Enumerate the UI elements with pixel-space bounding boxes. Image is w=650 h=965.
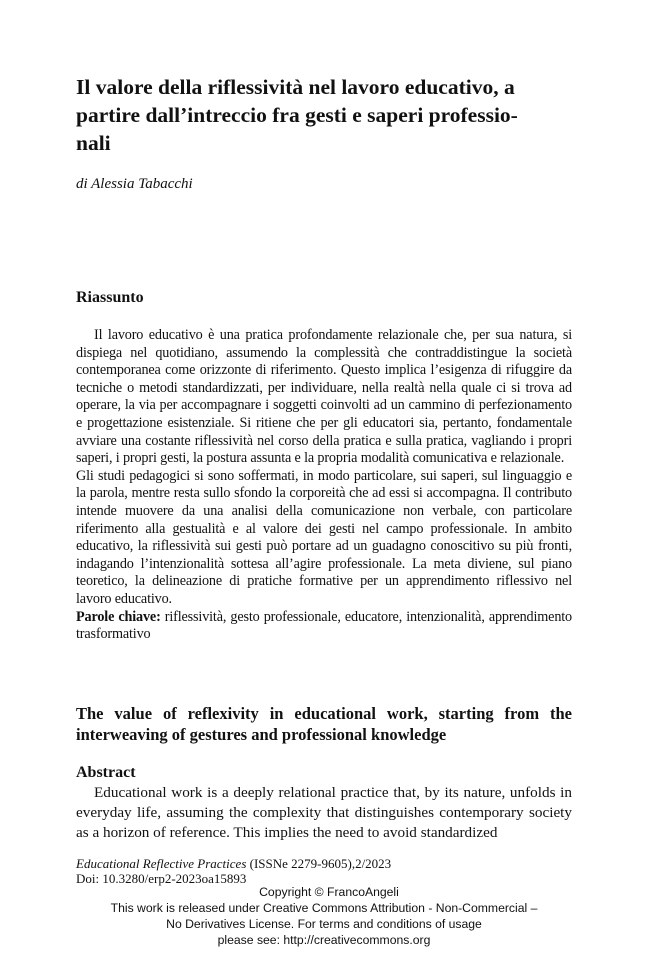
article-title-line-3: nali: [76, 131, 111, 155]
abstract-heading: Abstract: [76, 764, 136, 781]
keywords-paragraph: [76, 609, 572, 644]
keywords-list: riflessività, gesto professionale, educatore, intenzionalità, apprendimento trasformativo: [76, 608, 572, 643]
article-title-line-2: partire dall’intreccio fra gesti e saperi professio-: [76, 103, 518, 127]
author-byline: di Alessia Tabacchi: [76, 176, 193, 192]
doi: Doi: 10.3280/erp2-2023oa15893: [76, 871, 247, 886]
abstract-body: Educational work is a deeply relational practice that, by its nature, unfolds in everyday life, assuming the complexity that distinguishes contemporary society as a horizon of reference. This implies the need to avoid standardized: [76, 784, 572, 841]
riassunto-paragraph-2: Gli studi pedagogici si sono soffermati, in modo particolare, sui saperi, sul linguaggio e la parola, mentre resta sullo sfondo la corporeità che ad essi si accompagna. Il contributo intende muovere da una analisi della comunicazione non verbale, con particolare riferimento alla gestualità e al valore dei gesti nel campo professionale. In ambito educativo, la riflessività sui gesti può portare ad un guadagno conoscitivo su più fronti, indagando l’intenzionalità sottesa all’agire professionale. La meta diviene, sul piano teoretico, la delineazione di pratiche formative per un apprendimento riflessivo nel lavoro educativo.: [76, 467, 572, 607]
keywords-label: Parole chiave:: [76, 608, 161, 625]
copyright-notice: [76, 884, 572, 948]
journal-issue: (ISSNe 2279-9605),2/2023: [246, 856, 392, 871]
english-title: The value of reflexivity in educational work, starting from the interweaving of gestures and professional knowledge: [76, 704, 572, 744]
copyright-line-3: No Derivatives License. For terms and conditions of usage: [166, 917, 482, 931]
copyright-line-1: Copyright © FrancoAngeli: [259, 885, 399, 899]
journal-citation: [76, 856, 391, 886]
copyright-line-4: please see: http://creativecommons.org: [217, 933, 431, 947]
article-title: [76, 73, 572, 157]
journal-name: Educational Reflective Practices: [76, 856, 247, 871]
riassunto-body: [76, 327, 572, 644]
copyright-line-2: This work is released under Creative Commons Attribution - Non-Commercial –: [110, 901, 538, 915]
riassunto-heading: Riassunto: [76, 289, 144, 306]
riassunto-paragraph-1: Il lavoro educativo è una pratica profondamente relazionale che, per sua natura, si dispiega nel quotidiano, assumendo la complessità che contraddistingue la società contemporanea come orizzonte di riferimento. Questo implica l’esigenza di rifuggire da tecniche o metodi standardizzati, per individuare, nella realtà nella quale ci si trova ad operare, la via per accompagnare i soggetti coinvolti ad un cammino di perfezionamento e progettazione esistenziale. Si ritiene che per gli educatori sia, pertanto, fondamentale avviare una costante riflessività nel corso della pratica e sulla pratica, vagliando i propri saperi, i propri gesti, la postura assunta e la propria modalità comunicativa e relazionale.: [76, 327, 572, 467]
article-title-line-1: Il valore della riflessività nel lavoro educativo, a: [76, 75, 515, 99]
